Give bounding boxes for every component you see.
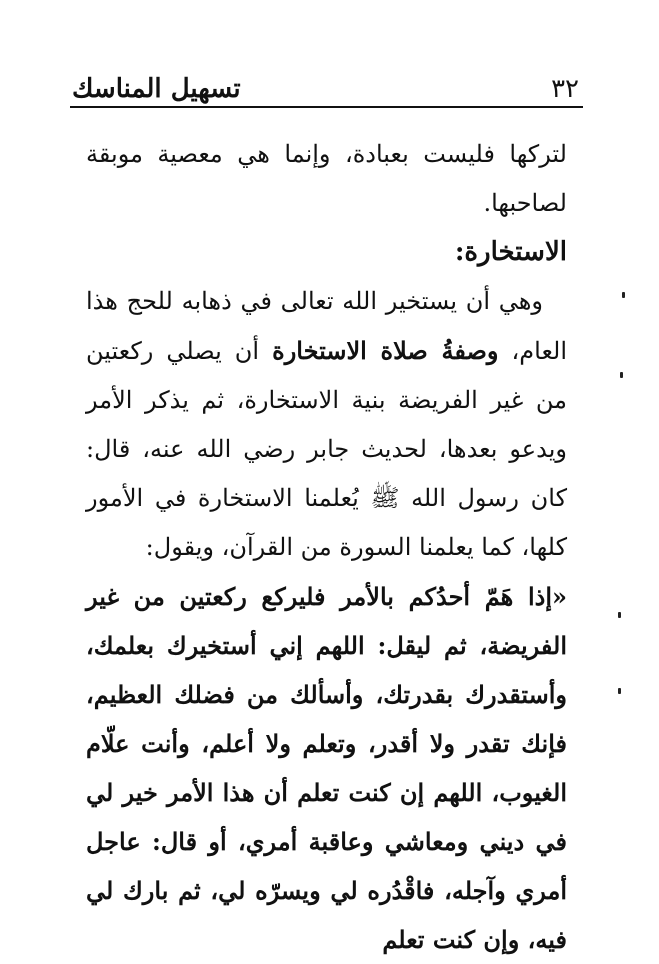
- margin-mark: [618, 688, 621, 694]
- page-header: [72, 64, 579, 104]
- margin-mark: [618, 612, 621, 618]
- paragraph-continuation: لتركها فليست بعبادة، وإنما هي معصية موبقة لصاحبها.: [86, 140, 567, 217]
- paragraph-text: أن يصلي ركعتين من غير الفريضة بنية الاستخارة، ثم يذكر الأمر ويدعو بعدها، لحديث جابر رضي الله عنه، قال: كان رسول الله ﷺ يُعلمنا الاستخارة في الأمور كلها، كما يعلمنا السورة من القرآن، ويقول:: [86, 337, 567, 561]
- page-number: ٣٢: [551, 74, 579, 104]
- hadith-quote: «إذا هَمّ أحدُكم بالأمر فليركع ركعتين من غير الفريضة، ثم ليقل: اللهم إني أستخيرك بعلمك، وأستقدرك بقدرتك، وأسألك من فضلك العظيم، فإنك تقدر ولا أقدر، وتعلم ولا أعلم، وأنت علّام الغيوب، اللهم إن كنت تعلم أن هذا الأمر خير لي في ديني ومعاشي وعاقبة أمري، أو قال: عاجل أمري وآجله، فاقْدُره لي ويسرّه لي، ثم بارك لي فيه، وإن كنت تعلم: [86, 582, 567, 954]
- paragraph-text: وهي أن يستخير الله تعالى في ذهابه للحج هذا العام،: [86, 287, 568, 365]
- bold-phrase: وصفةُ صلاة الاستخارة: [272, 336, 499, 365]
- running-title: تسهيل المناسك: [72, 74, 241, 104]
- page-body: [86, 130, 567, 964]
- paragraph-istikhara: [86, 277, 567, 572]
- margin-mark: [622, 292, 625, 298]
- header-divider: [70, 106, 583, 108]
- section-heading: الاستخارة:: [454, 237, 567, 267]
- margin-mark: [620, 372, 623, 378]
